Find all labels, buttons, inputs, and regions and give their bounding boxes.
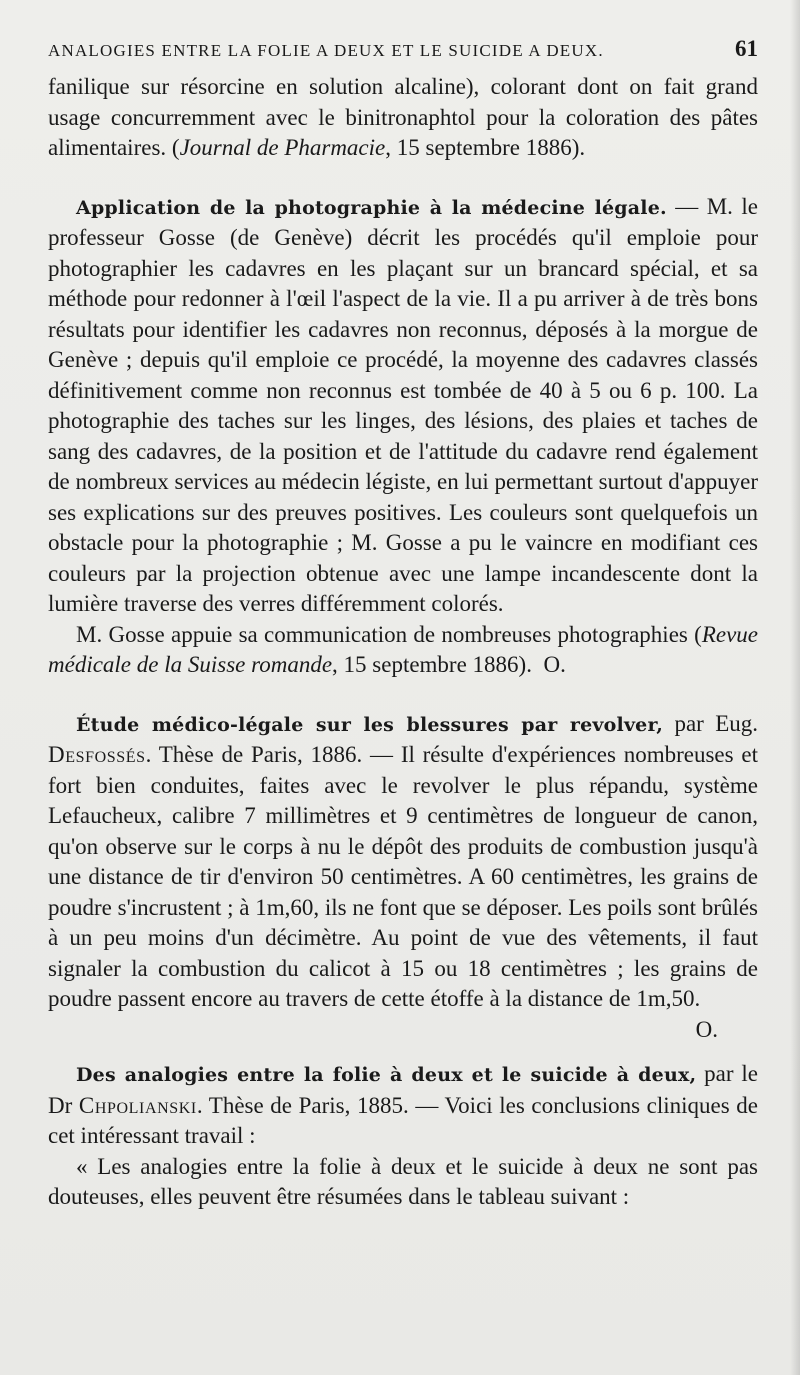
revolver-body: . Thèse de Paris, 1886. — Il résulte d'expériences nombreuses et fort bien conduites, faites avec le revolver le plus répandu, système Lefaucheux, calibre 7 millimètres et 9 centimètres de longueur de canon, qu'on observe sur le corps à nu le dépôt des produits de combustion jusqu'à une distance de tir d'environ 50 centimètres. A 60 centimètres, les grains de poudre s'incrustent ; à 1m,60, ils ne font que se déposer. Les poils sont brûlés à un peu moins d'un décimètre. Au point de vue des vêtements, il faut signaler la combustion du calicot à 15 ou 18 centimètres ; les grains de poudre passent encore au travers de cette étoffe à la distance de 1m,50. <box>48 742 759 1011</box>
continuation-text: fanilique sur résorcine en solution alcaline), colorant dont on fait grand usage concurremment avec le binitronaphtol pour la coloration des pâtes alimentaires. ( <box>48 74 758 160</box>
photography-paragraph-2 <box>48 620 758 681</box>
folie-body: . Thèse de Paris, 1885. — Voici les conclusions cliniques de cet intéressant travail : <box>48 1092 758 1148</box>
page-number: 61 <box>735 36 758 61</box>
revolver-author-prefix: par Eug. <box>663 710 758 736</box>
running-head <box>48 36 758 68</box>
continuation-source: Journal de Pharmacie <box>179 135 386 160</box>
folie-author-prefix: par le Dr <box>48 1061 759 1118</box>
page-body <box>48 72 758 1213</box>
photography-p2-date: , 15 septembre 1886). <box>332 652 532 677</box>
revolver-author: Desfossés <box>48 742 146 767</box>
photography-paragraph-1 <box>48 192 758 620</box>
folie-title: Des analogies entre la folie à deux et le suicide à deux, <box>76 1064 697 1086</box>
photography-p2-source: Revue médicale de la Suisse romande <box>48 621 758 677</box>
page-edge-shadow <box>790 0 800 1375</box>
folie-quote: « Les analogies entre la folie à deux et le suicide à deux ne sont pas douteuses, elles peuvent être résumées dans le tableau suivant : <box>48 1153 758 1209</box>
photography-body: M. le professeur Gosse (de Genève) décrit les procédés qu'il emploie pour photographier les cadavres en les plaçant sur un brancard spécial, et sa méthode pour redonner à l'œil l'aspect de la vie. Il a pu arriver à de très bons résultats pour identifier les cadavres non reconnus, déposés à la morgue de Genève ; depuis qu'il emploie ce procédé, la moyenne des cadavres classés définitivement comme non reconnus est tombée de 40 à 5 ou 6 p. 100. La photographie des taches sur les linges, des lésions, des plaies et taches de sang des cadavres, de la position et de l'attitude du cadavre rend également de nombreux services au médecin légiste, en lui permettant surtout d'appuyer ses explications sur des preuves positives. Les couleurs sont quelquefois un obstacle pour la photographie ; M. Gosse a pu le vaincre en modifiant ces couleurs par la projection obtenue avec une lampe incandescente dont la lumière traverse des verres différemment colorés. <box>48 193 758 616</box>
continuation-paragraph <box>48 72 758 164</box>
photography-dash: — <box>666 193 707 219</box>
revolver-title: Étude médico-légale sur les blessures par revolver, <box>76 713 664 736</box>
photography-signature: O. <box>543 652 566 677</box>
revolver-paragraph <box>48 709 758 1015</box>
photography-p2-text: M. Gosse appuie sa communication de nombreuses photographies ( <box>76 621 702 647</box>
folie-author: Chpolianski <box>78 1092 197 1118</box>
folie-paragraph <box>48 1059 758 1152</box>
revolver-signature-line <box>48 1015 758 1046</box>
photography-title: Application de la photographie à la médecine légale. <box>76 196 667 219</box>
running-title: ANALOGIES ENTRE LA FOLIE A DEUX ET LE SUICIDE A DEUX. <box>48 41 604 60</box>
continuation-date: , 15 septembre 1886). <box>385 135 586 160</box>
revolver-signature: O. <box>695 1016 718 1042</box>
